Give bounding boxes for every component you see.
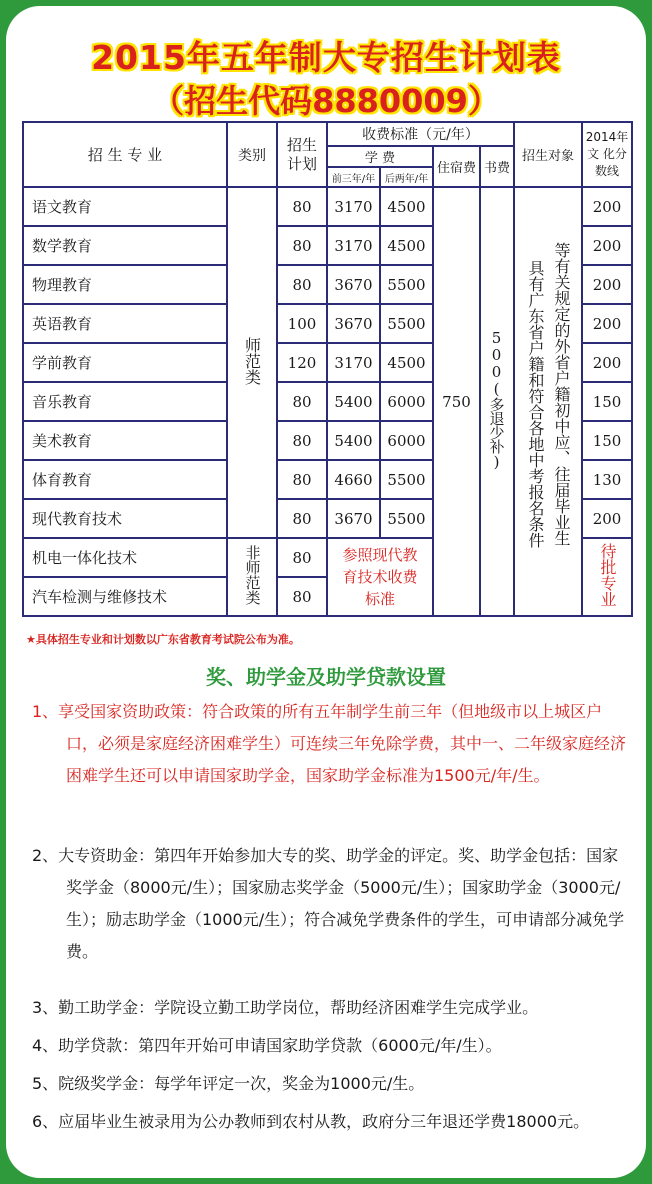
section-title: 奖、助学金及助学贷款设置 <box>206 665 446 689</box>
plan-count: 80 <box>277 187 327 226</box>
enrollment-code: （招生代码8880009） <box>152 82 500 120</box>
header-plan: 招生计划 <box>277 122 327 187</box>
policy-item-4: 4、助学贷款：第四年开始可申请国家助学贷款（6000元/年/生）。 <box>32 1036 502 1055</box>
major-name: 音乐教育 <box>23 382 227 421</box>
major-name: 物理教育 <box>23 265 227 304</box>
category-normal: 师范类 <box>227 187 277 538</box>
header-score-label: 文 化分数线 <box>587 147 627 178</box>
plan-count: 80 <box>277 421 327 460</box>
poster-card <box>6 6 646 1178</box>
header-lodging: 住宿费 <box>433 146 480 187</box>
major-name: 现代教育技术 <box>23 499 227 538</box>
tuition-last2: 6000 <box>380 382 433 421</box>
score-line: 200 <box>582 499 632 538</box>
header-category: 类别 <box>227 122 277 187</box>
header-score <box>582 122 632 187</box>
plan-count: 120 <box>277 343 327 382</box>
tuition-last2: 4500 <box>380 343 433 382</box>
tuition-first3: 3670 <box>327 265 380 304</box>
policy-item-2: 2、大专资助金：第四年开始参加大专的奖、助学金的评定。奖、助学金包括：国家奖学金（8000元/生）；国家励志奖学金（5000元/生）；国家助学金（3000元/生）；励志助学金（1000元/生）；符合减免学费条件的学生，可申请部分减免学费。 <box>32 846 625 961</box>
tuition-last2: 5500 <box>380 499 433 538</box>
header-last-two-years: 后两年/年 <box>380 167 433 187</box>
enrollment-target-text: 等有关规定的外省户籍初中应、往届毕业生 具有广东省户籍和符合各地中考报名条件 <box>526 242 572 548</box>
header-tuition: 学 费 <box>327 146 433 167</box>
plan-count: 80 <box>277 226 327 265</box>
header-major: 招 生 专 业 <box>23 122 227 187</box>
score-line: 130 <box>582 460 632 499</box>
tuition-last2: 6000 <box>380 421 433 460</box>
page-title: 2015年五年制大专招生计划表 <box>91 38 561 77</box>
pending-major-note: 待批专业 <box>582 538 632 616</box>
header-first-three-years: 前三年/年 <box>327 167 380 187</box>
book-fee-text: 500(多退少补) <box>487 329 506 470</box>
header-target: 招生对象 <box>514 122 582 187</box>
plan-count: 80 <box>277 577 327 616</box>
lodging-fee: 750 <box>433 187 480 616</box>
major-name: 学前教育 <box>23 343 227 382</box>
tuition-last2: 4500 <box>380 187 433 226</box>
header-fee-standard: 收费标准（元/年） <box>327 122 514 146</box>
major-name: 数学教育 <box>23 226 227 265</box>
plan-count: 80 <box>277 265 327 304</box>
table-footnote: ★具体招生专业和计划数以广东省教育考试院公布为准。 <box>26 633 300 646</box>
major-name: 机电一体化技术 <box>23 538 227 577</box>
header-books: 书费 <box>480 146 514 187</box>
score-line: 200 <box>582 226 632 265</box>
plan-count: 80 <box>277 538 327 577</box>
score-line: 200 <box>582 265 632 304</box>
policy-item-3: 3、勤工助学金：学院设立勤工助学岗位，帮助经济困难学生完成学业。 <box>32 998 539 1017</box>
tuition-first3: 3170 <box>327 226 380 265</box>
plan-count: 80 <box>277 382 327 421</box>
fee-reference-note: 参照现代教育技术收费标准 <box>327 538 433 616</box>
major-name: 语文教育 <box>23 187 227 226</box>
tuition-first3: 4660 <box>327 460 380 499</box>
policy-item-6: 6、应届毕业生被录用为公办教师到农村从教，政府分三年退还学费18000元。 <box>32 1112 590 1131</box>
major-name: 英语教育 <box>23 304 227 343</box>
tuition-last2: 5500 <box>380 304 433 343</box>
policy-item-1: 1、享受国家资助政策：符合政策的所有五年制学生前三年（但地级市以上城区户口，必须是家庭经济困难学生）可连续三年免除学费，其中一、二年级家庭经济困难学生还可以申请国家助学金，国家助学金标准为1500元/年/生。 <box>32 702 627 785</box>
header-score-year: 2014年 <box>585 130 629 144</box>
score-line: 200 <box>582 304 632 343</box>
score-line: 150 <box>582 382 632 421</box>
plan-count: 80 <box>277 460 327 499</box>
enrollment-plan-table <box>22 121 633 617</box>
major-name: 汽车检测与维修技术 <box>23 577 227 616</box>
tuition-first3: 3170 <box>327 343 380 382</box>
major-name: 美术教育 <box>23 421 227 460</box>
category-non-normal: 非师范类 <box>227 538 277 616</box>
policy-item-5: 5、院级奖学金：每学年评定一次，奖金为1000元/生。 <box>32 1074 425 1093</box>
major-name: 体育教育 <box>23 460 227 499</box>
score-line: 200 <box>582 187 632 226</box>
table-row <box>23 187 632 226</box>
plan-count: 80 <box>277 499 327 538</box>
tuition-first3: 3670 <box>327 499 380 538</box>
tuition-last2: 4500 <box>380 226 433 265</box>
tuition-first3: 3670 <box>327 304 380 343</box>
score-line: 200 <box>582 343 632 382</box>
book-fee <box>480 187 514 616</box>
plan-count: 100 <box>277 304 327 343</box>
tuition-first3: 3170 <box>327 187 380 226</box>
tuition-last2: 5500 <box>380 460 433 499</box>
tuition-first3: 5400 <box>327 382 380 421</box>
enrollment-target <box>514 187 582 616</box>
score-line: 150 <box>582 421 632 460</box>
tuition-last2: 5500 <box>380 265 433 304</box>
tuition-first3: 5400 <box>327 421 380 460</box>
table-header-row <box>23 122 632 146</box>
